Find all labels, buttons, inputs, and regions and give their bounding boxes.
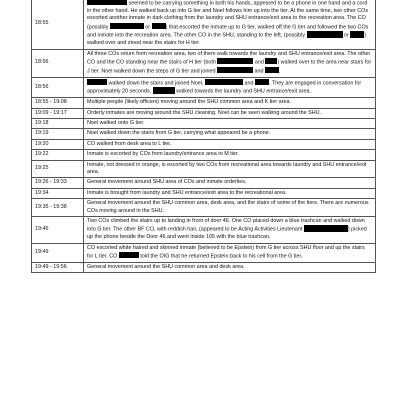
description-text: or bbox=[342, 32, 351, 39]
description-cell bbox=[84, 98, 376, 108]
table-row bbox=[32, 262, 376, 272]
description-text: . They are engaged in conversation for approximately 20 seconds. bbox=[87, 80, 362, 95]
table-row bbox=[32, 0, 376, 49]
table-row bbox=[32, 243, 376, 262]
time-cell: 19:26 - 19:33 bbox=[32, 178, 84, 188]
table-row bbox=[32, 160, 376, 178]
table-row bbox=[32, 217, 376, 244]
table-row bbox=[32, 199, 376, 217]
description-text: Orderly inmates are moving around the SHU cleaning. Noel can be seen walking around the SHU. bbox=[87, 109, 322, 116]
description-text: ) walked over and stood near the stairs for H tier. bbox=[87, 32, 367, 47]
time-cell: 18:56 bbox=[32, 49, 84, 77]
table-row bbox=[32, 188, 376, 198]
table-row bbox=[32, 178, 376, 188]
time-cell: 19:19 bbox=[32, 129, 84, 139]
description-cell bbox=[84, 199, 376, 217]
time-cell: 18:55 - 19:08 bbox=[32, 98, 84, 108]
time-cell: 18:55 bbox=[32, 0, 84, 49]
table-row bbox=[32, 108, 376, 118]
description-cell bbox=[84, 217, 376, 244]
description-text: ) that escorted the inmate up to G tier, walked off the G tier and followed the two COs and inmate into the recreation area. The other CO in the SHU, standing to the left, (possibly bbox=[87, 24, 369, 39]
description-text: General movement around the SHU common area and desk area. bbox=[87, 263, 245, 270]
description-text: Inmate is escorted by COs from laundry/entrance area to M tier. bbox=[87, 151, 239, 158]
description-text: Inmate is brought from laundry and SHU entrance/exit area to the recreational area. bbox=[87, 189, 287, 196]
redaction-block bbox=[87, 79, 107, 85]
time-cell: 19:35 - 19:38 bbox=[32, 199, 84, 217]
description-text: and bbox=[253, 68, 266, 75]
time-cell: 19:09 - 19:17 bbox=[32, 108, 84, 118]
redaction-block bbox=[110, 23, 144, 29]
table-row bbox=[32, 77, 376, 98]
redaction-block bbox=[307, 31, 343, 37]
time-cell: 19:34 bbox=[32, 188, 84, 198]
description-text: or bbox=[143, 24, 152, 30]
redaction-block bbox=[205, 79, 243, 85]
redaction-block bbox=[265, 67, 279, 73]
description-cell bbox=[84, 262, 376, 272]
description-text: General movement around the SHU common area, desk area, and the stairs of some of the tiers. There are numerous COs moving around in the SHU. bbox=[87, 200, 369, 214]
timeline-body bbox=[32, 0, 376, 273]
table-row bbox=[32, 49, 376, 77]
description-cell bbox=[84, 0, 376, 49]
description-text: . bbox=[279, 68, 281, 75]
description-text: told the OIG that he returned Epstein back to his cell from the G tier. bbox=[138, 253, 303, 260]
description-cell bbox=[84, 49, 376, 77]
time-cell: 19:25 bbox=[32, 160, 84, 178]
description-text: walked towards the laundry and SHU entrance/exit area. bbox=[174, 88, 311, 95]
description-cell bbox=[84, 188, 376, 198]
description-cell bbox=[84, 178, 376, 188]
description-cell bbox=[84, 129, 376, 139]
table-row bbox=[32, 129, 376, 139]
redaction-block bbox=[255, 79, 269, 85]
description-text: seemed to be carrying something in both his hands, appeared to be a phone in one hand and a cord in the other hand. He walked back up into G tier and Noel follows him up into the tier. At the same time, two other COs escorted another inmate in dark clothing from the laundry and SHU entrance/exit area to the recreation area. The CO (possibly bbox=[87, 0, 369, 30]
redaction-block bbox=[119, 252, 139, 258]
redaction-block bbox=[265, 58, 277, 64]
description-text: and bbox=[243, 80, 255, 86]
redaction-block bbox=[217, 58, 253, 64]
description-cell bbox=[84, 243, 376, 262]
table-row bbox=[32, 98, 376, 108]
description-text: All three COs return from recreation area, two of them walk towards the laundry and SHU entrance/exit area. The other CO and the CO standing near the stairs of H tier (both bbox=[87, 50, 371, 66]
redaction-block bbox=[153, 87, 175, 93]
redaction-block bbox=[350, 31, 364, 37]
time-cell: 19:49 - 19:56 bbox=[32, 262, 84, 272]
description-text: ) walked over to the area near stairs for J tier. Noel walked down the steps of G tier and joined bbox=[87, 59, 372, 75]
redaction-block bbox=[304, 225, 348, 231]
description-cell bbox=[84, 150, 376, 160]
description-cell bbox=[84, 108, 376, 118]
description-cell bbox=[84, 139, 376, 149]
description-text: Noel walked onto G tier. bbox=[87, 120, 145, 127]
table-row bbox=[32, 139, 376, 149]
description-text: Inmate, not dressed in orange, is escorted by two COs from recreational area towards laundry and SHU entrance/exit area. bbox=[87, 161, 367, 176]
description-cell bbox=[84, 119, 376, 129]
description-text: and bbox=[253, 59, 266, 66]
time-cell: 19:22 bbox=[32, 150, 84, 160]
table-row bbox=[32, 150, 376, 160]
time-cell: 18:56 bbox=[32, 77, 84, 98]
timeline-table bbox=[31, 0, 376, 273]
time-cell: 19:49 bbox=[32, 243, 84, 262]
description-text: Multiple people (likely officers) moving around the SHU common area and K tier area. bbox=[87, 99, 291, 106]
description-cell bbox=[84, 77, 376, 98]
description-text: walked down the stairs and joined Noel, bbox=[107, 80, 205, 86]
description-text: Noel walked down the stairs from G tier, carrying what appeared be a phone. bbox=[87, 130, 271, 137]
description-text: CO escorted white haired and skinned inmate (believed to be Epstein) from G tier across SHU floor and up the stairs for L tier. CO bbox=[87, 244, 365, 260]
redaction-block bbox=[87, 0, 127, 5]
description-text: ) picked up the phone beside the Door 46 and went inside 105 with the blue trashcan. bbox=[87, 226, 367, 241]
table-row bbox=[32, 119, 376, 129]
description-text: General movement around SHU area of COs and inmate orderlies. bbox=[87, 179, 247, 186]
time-cell: 19:46 bbox=[32, 217, 84, 244]
time-cell: 19:18 bbox=[32, 119, 84, 129]
description-text: CO walked from desk area to L tier. bbox=[87, 140, 172, 147]
description-text: Two COs climbed the stairs up to landing in front of door 46. One CO placed down a blue trashcan and walked down into G tier. The other BF CO, with reddish hair, (appeared to be Acting Activities Lieutenant bbox=[87, 218, 365, 233]
redaction-block bbox=[217, 67, 253, 73]
time-cell: 19:20 bbox=[32, 139, 84, 149]
description-cell bbox=[84, 160, 376, 178]
redaction-block bbox=[152, 23, 166, 29]
